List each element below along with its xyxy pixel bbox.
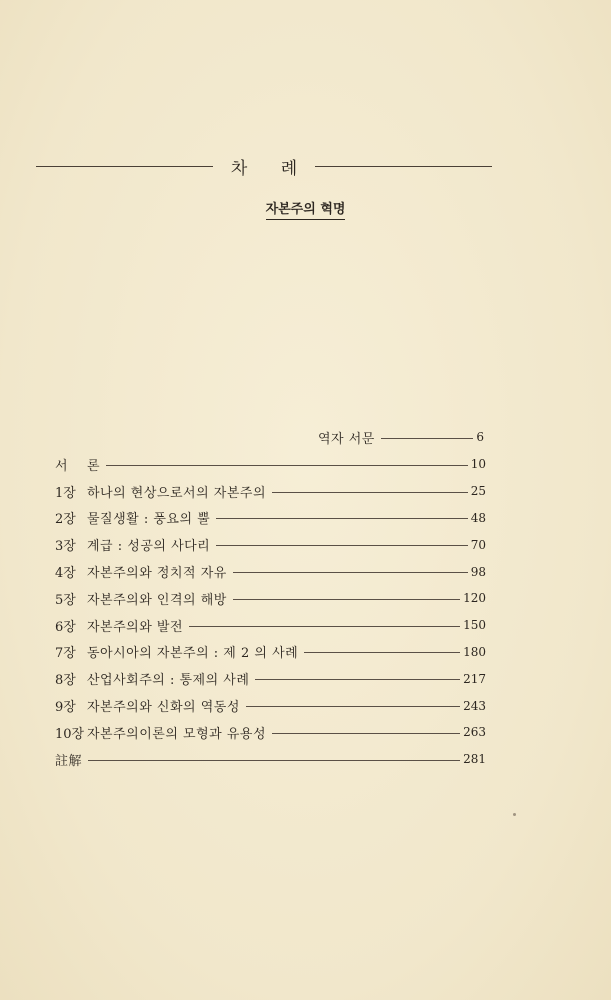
toc-entry-number: 10장	[55, 726, 85, 742]
toc-entry	[55, 665, 486, 692]
toc-entry-number: 4장	[55, 566, 76, 582]
toc-entry	[55, 639, 486, 666]
toc-entry-title: 註解	[55, 753, 83, 769]
toc-entry	[55, 451, 486, 478]
toc-entry	[55, 746, 486, 773]
toc-entry-page: 243	[463, 698, 486, 713]
toc-entry-page: 281	[463, 752, 486, 767]
toc-leader-line	[272, 492, 468, 493]
toc-entry-title: 자본주의이론의 모형과 유용성	[87, 726, 267, 742]
toc-entry-page: 25	[470, 484, 486, 499]
contents-heading: 차 례	[230, 158, 312, 179]
toc-entry-number: 7장	[55, 646, 76, 662]
toc-entry-title: 역자 서문	[318, 431, 375, 447]
toc-entry	[55, 692, 486, 719]
toc-entry-number: 5장	[55, 592, 76, 608]
toc-entry-title: 자본주의와 인격의 해방	[87, 592, 227, 608]
toc-leader-line	[216, 518, 467, 519]
toc-entry-page: 263	[463, 725, 486, 740]
toc-leader-line	[216, 545, 467, 546]
toc-leader-line	[304, 652, 460, 653]
toc-entry	[55, 505, 486, 532]
toc-entry-number: 2장	[55, 512, 76, 528]
toc-entry-title: 산업사회주의 : 통제의 사례	[87, 673, 250, 689]
toc-entry	[55, 478, 486, 505]
toc-leader-line	[233, 599, 460, 600]
toc-entry-number: 서	[55, 458, 68, 474]
header-rule-right	[315, 166, 492, 167]
toc-entry-page: 150	[463, 618, 486, 633]
contents-header	[36, 154, 492, 178]
header-rule-left	[36, 166, 213, 167]
book-title-text: 자본주의 혁명	[266, 202, 346, 220]
toc-entry-number: 3장	[55, 539, 76, 555]
paper-speck	[513, 813, 516, 816]
toc-entry-title: 물질생활 : 풍요의 뿔	[87, 512, 211, 528]
toc-entry-title: 하나의 현상으로서의 자본주의	[87, 485, 267, 501]
toc-entry-page: 120	[463, 591, 486, 606]
toc-entry	[55, 558, 486, 585]
toc-entry-title: 론	[87, 458, 101, 474]
table-of-contents	[55, 451, 486, 773]
toc-leader-line	[272, 733, 460, 734]
toc-entry-number: 9장	[55, 700, 76, 716]
toc-entry-page: 180	[463, 644, 486, 659]
toc-entry-number: 6장	[55, 619, 76, 635]
book-title	[0, 198, 611, 217]
toc-leader-line	[381, 438, 473, 439]
toc-entry-number: 8장	[55, 673, 76, 689]
toc-leader-line	[233, 572, 468, 573]
toc-entry-page: 6	[476, 430, 484, 444]
toc-entry-title: 자본주의와 정치적 자유	[87, 566, 227, 582]
toc-leader-line	[106, 465, 468, 466]
toc-entry-title: 자본주의와 발전	[87, 619, 184, 635]
toc-entry-page: 98	[470, 564, 486, 579]
toc-entry	[55, 531, 486, 558]
toc-entry-page: 217	[463, 671, 486, 686]
toc-leader-line	[255, 679, 460, 680]
toc-entry-page: 70	[470, 537, 486, 552]
toc-entry-page: 48	[470, 510, 486, 525]
toc-entry	[55, 585, 486, 612]
toc-entry	[55, 612, 486, 639]
toc-leader-line	[88, 760, 460, 761]
toc-entry-preface	[318, 426, 484, 448]
toc-entry-title: 계급 : 성공의 사다리	[87, 539, 211, 555]
toc-entry-page: 10	[470, 457, 486, 472]
toc-entry-title: 자본주의와 신화의 역동성	[87, 700, 240, 716]
toc-entry	[55, 719, 486, 746]
toc-entry-number: 1장	[55, 485, 76, 501]
toc-leader-line	[189, 626, 460, 627]
toc-entry-title: 동아시아의 자본주의 : 제 2 의 사례	[87, 646, 299, 662]
toc-leader-line	[246, 706, 460, 707]
